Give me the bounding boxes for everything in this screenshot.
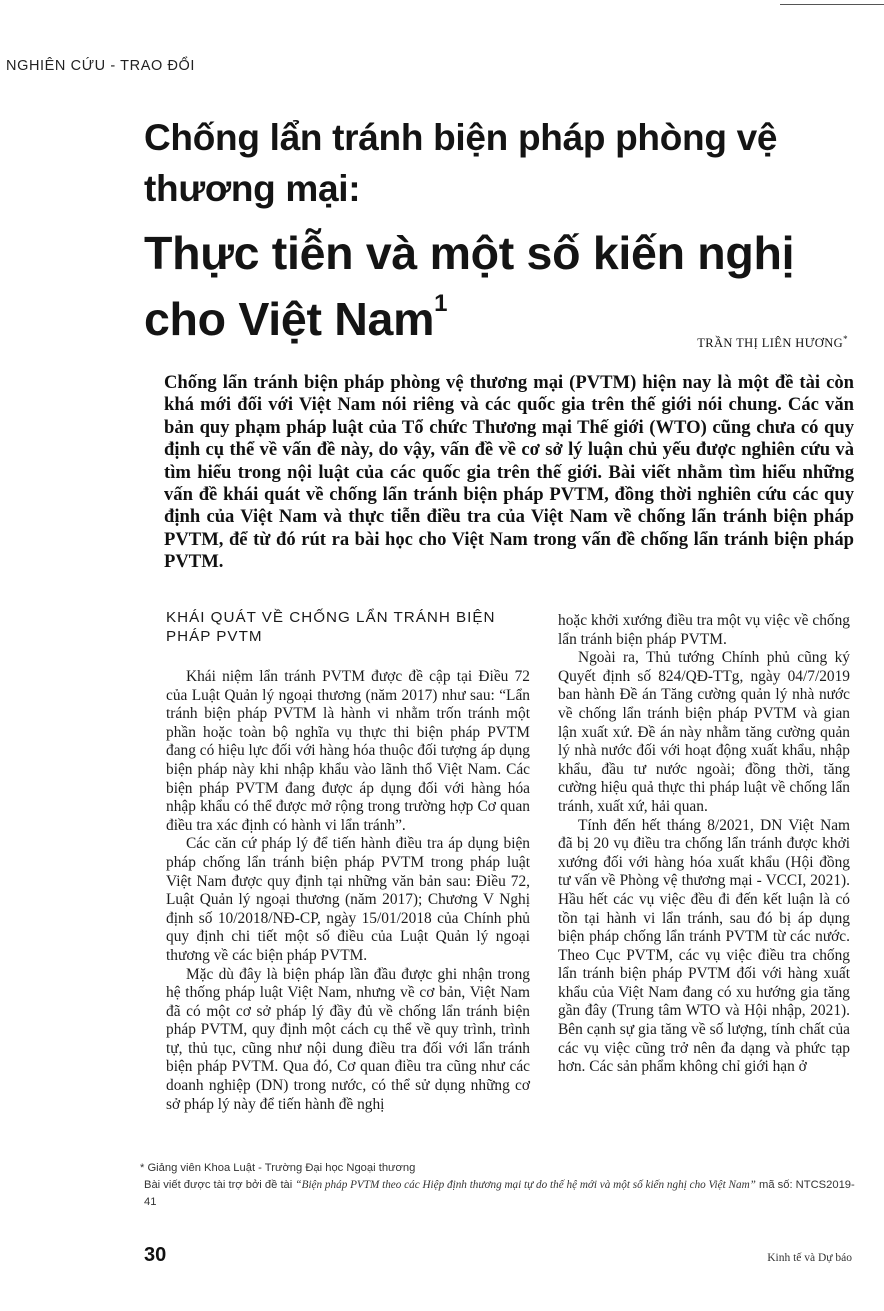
body-paragraph: Tính đến hết tháng 8/2021, DN Việt Nam đã bị 20 vụ điều tra chống lẩn tránh được khởi xướng đối với hàng hóa xuất khẩu (Hội đồng tư vấn về Phòng vệ thương mại - VCCI, 2021). Hầu hết các vụ việc đều đi đến kết luận là có tồn tại hành vi lẩn tránh, sau đó bị áp dụng biện pháp chống lẩn tránh PVTM từ các nước. Theo Cục PVTM, các vụ việc điều tra chống lẩn tránh biện pháp PVTM đối với hàng xuất khẩu của Việt Nam đang có xu hướng gia tăng gần đây (Trung tâm WTO và Hội nhập, 2021). Bên cạnh sự gia tăng về số lượng, tính chất của các vụ việc cũng trở nên đa dạng và phức tạp hơn. Các sản phẩm không chỉ giới hạn ở: [558, 816, 850, 1076]
footnote-funding-title: “Biện pháp PVTM theo các Hiệp định thương mại tự do thế hệ mới và một số kiến nghị cho Việt Nam”: [295, 1179, 756, 1191]
author-line: [697, 334, 848, 351]
footnote-funding-code: mã số: NTCS2019-41: [144, 1179, 855, 1208]
body-paragraph: hoặc khởi xướng điều tra một vụ việc về chống lẩn tránh biện pháp PVTM.: [558, 612, 850, 648]
footnote-funding: [140, 1177, 860, 1211]
footnote-author: * Giảng viên Khoa Luật - Trường Đại học Ngoại thương: [140, 1162, 416, 1174]
section-heading: KHÁI QUÁT VỀ CHỐNG LẨN TRÁNH BIỆN PHÁP PVTM: [166, 609, 496, 645]
abstract: Chống lẩn tránh biện pháp phòng vệ thương mại (PVTM) hiện nay là một đề tài còn khá mới đối với Việt Nam nói riêng và các quốc gia trên thế giới nói chung. Các văn bản quy phạm pháp luật của Tổ chức Thương mại Thế giới (WTO) cũng chưa có quy định cụ thể về vấn đề này, do vậy, vấn đề về cơ sở lý luận chủ yếu được nghiên cứu và tìm hiểu trong nội luật của các quốc gia trên thế giới. Bài viết nhằm tìm hiểu những vấn đề khái quát về chống lẩn tránh biện pháp PVTM, đồng thời nghiên cứu các quy định của Việt Nam và thực tiễn điều tra của Việt Nam về chống lẩn tránh biện pháp PVTM, để từ đó rút ra bài học cho Việt Nam trong vấn đề chống lẩn tránh biện pháp PVTM.: [164, 372, 854, 573]
body-paragraph: Mặc dù đây là biện pháp lần đầu được ghi nhận trong hệ thống pháp luật Việt Nam, nhưng về cơ bản, Việt Nam đã có một cơ sở pháp lý đầy đủ về chống lẩn tránh biện pháp PVTM, quy định một cách cụ thể về quy trình, trình tự, thủ tục, cũng như nội dung điều tra đối với lẩn tránh biện pháp PVTM. Qua đó, Cơ quan điều tra cũng như các doanh nghiệp (DN) trong nước, có thể sử dụng những cơ sở pháp lý này để tiến hành đề nghị: [166, 965, 530, 1113]
body-paragraph: Khái niệm lẩn tránh PVTM được đề cập tại Điều 72 của Luật Quản lý ngoại thương (năm 2017) như sau: “Lẩn tránh biện pháp PVTM là hành vi nhằm trốn tránh một phần hoặc toàn bộ nghĩa vụ thực thi biện pháp PVTM đang có hiệu lực đối với hàng hóa thuộc đối tượng áp dụng biện pháp này khi nhập khẩu vào lãnh thổ Việt Nam. Các biện pháp PVTM đang được áp dụng đối với hàng hóa nhập khẩu có thể được mở rộng trong trường hợp Cơ quan điều tra xác định có hành vi lẩn tránh”.: [166, 668, 530, 834]
author-footnote-mark: *: [843, 334, 848, 344]
author-name: TRẦN THỊ LIÊN HƯƠNG: [697, 336, 844, 351]
title-footnote-mark: 1: [434, 290, 448, 317]
journal-name: Kinh tế và Dự báo: [767, 1252, 852, 1264]
body-paragraph: Các căn cứ pháp lý để tiến hành điều tra áp dụng biện pháp chống lẩn tránh biện pháp PVTM trong pháp luật Việt Nam được quy định tại những văn bản sau: Điều 72, Luật Quản lý ngoại thương (năm 2017); Chương V Nghị định số 10/2018/NĐ-CP, ngày 15/01/2018 của Chính phủ quy định chi tiết một số điều của Luật Quản lý ngoại thương về các biện pháp PVTM.: [166, 835, 530, 964]
footnote-funding-prefix: Bài viết được tài trợ bởi đề tài: [144, 1179, 296, 1191]
right-column: [558, 612, 850, 1077]
section-label: NGHIÊN CỨU - TRAO ĐỔI: [6, 58, 196, 74]
article-title-main: Thực tiễn và một số kiến nghị cho Việt Nam: [144, 227, 795, 345]
article-title-line2: [144, 220, 864, 352]
article-title-line1: Chống lẩn tránh biện pháp phòng vệ thương mại:: [144, 117, 778, 209]
top-rule: [780, 4, 884, 5]
footnotes: [140, 1160, 860, 1211]
left-column: [166, 608, 530, 1114]
page-number: 30: [144, 1244, 167, 1266]
body-paragraph: Ngoài ra, Thủ tướng Chính phủ cũng ký Quyết định số 824/QĐ-TTg, ngày 04/7/2019 ban hành Đề án Tăng cường quản lý nhà nước về chống lẩn tránh biện pháp PVTM và gian lận xuất xứ. Đề án này nhằm tăng cường quản lý nhà nước đối với hoạt động xuất khẩu, nhập khẩu, đầu tư nước ngoài; đồng thời, tăng cường hiệu quả thực thi pháp luật về chống lẩn tránh, xuất xứ, hải quan.: [558, 649, 850, 815]
